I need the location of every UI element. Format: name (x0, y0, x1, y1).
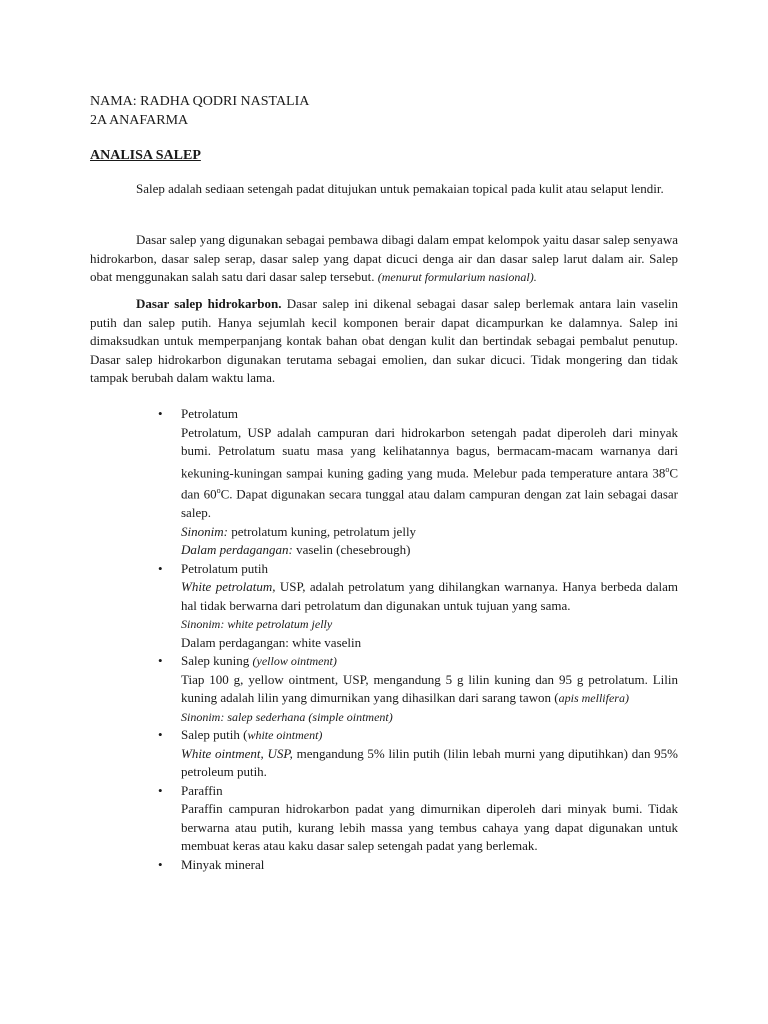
document-title: ANALISA SALEP (90, 148, 201, 163)
item-synonym: Sinonim: white petrolatum jelly (181, 617, 333, 632)
item-description: White ointment, USP, mengandung 5% lilin putih (lilin lebah murni yang diputihkan) dan 95% petroleum putih. (181, 745, 678, 780)
bullet-icon: • (158, 406, 163, 421)
item-title: Petrolatum putih (181, 560, 269, 576)
item-synonym: Sinonim: petrolatum kuning, petrolatum jelly (181, 523, 417, 539)
item-description: Petrolatum, USP adalah campuran dari hidrokarbon setengah padat diperoleh dari minyak bumi. Petrolatum suatu masa yang kelihatannya bagus, bermacam-macam warnanya dari kekuning-kuningan sampai kuning gading yang muda. Melebur pada temperature antara 38$^o$C dan 60$^o$C. Dapat digunakan secara tunggal atau dalam campuran dengan zat lain sebagai dasar salep. (181, 424, 678, 521)
item-trade-name: Dalam perdagangan: vaselin (chesebrough) (181, 542, 411, 558)
student-name: NAMA: RADHA QODRI NASTALIA (90, 94, 310, 109)
student-class: 2A ANAFARMA (90, 112, 189, 128)
paragraph-hydrocarbon: Dasar salep hidrokarbon. Dasar salep ini dikenal sebagai dasar salep berlemak antara lain vaselin putih dan salep putih. Hanya sejumlah kecil komponen berair dapat dicampurkan ke dalamnya. Salep ini dimaksudkan untuk memperpanjang kontak bahan obat dengan kulit dan bertindak sebagai pembalut penutup. Dasar salep hidrokarbon digunakan terutama sebagai emolien, dan sukar dicuci. Tidak mongering dan tidak tampak berubah dalam waktu lama. (90, 296, 678, 385)
bullet-icon: • (158, 560, 163, 576)
ointment-base-list (160, 405, 678, 874)
bullet-icon: • (158, 782, 163, 798)
list-item-salep-putih (160, 726, 678, 782)
paragraph-base-types: Dasar salep yang digunakan sebagai pembawa dibagi dalam empat kelompok yaitu dasar salep senyawa hidrokarbon, dasar salep serap, dasar salep yang dapat dicuci denga air dan dasar salep larut dalam air. Salep obat menggunakan salah satu dari dasar salep tersebut. (menurut formularium nasional). (90, 232, 678, 284)
item-description: White petrolatum, USP, adalah petrolatum yang dihilangkan warnanya. Hanya berbeda dalam hal tidak berwarna dari petrolatum dan digunakan untuk tujuan yang sama. (181, 579, 678, 613)
item-trade-name: Dalam perdagangan: white vaselin (181, 634, 362, 650)
list-item-minyak-mineral (160, 856, 678, 875)
list-item-petrolatum (160, 405, 678, 560)
item-description: Paraffin campuran hidrokarbon padat yang dimurnikan diperoleh dari minyak bumi. Tidak berwarna atau putih, kurang lebih massa yang tembus cahaya yang dapat digunakan untuk membuat keras atau kaku dasar salep setengah padat yang berlemak. (181, 801, 678, 854)
item-title: Minyak mineral (181, 856, 265, 872)
reference-note: (menurut formularium nasional). (377, 270, 537, 284)
bullet-icon: • (158, 653, 163, 669)
paragraph-definition: Salep adalah sediaan setengah padat ditujukan untuk pemakaian topical pada kulit atau selaput lendir. (136, 181, 664, 196)
item-title: Paraffin (181, 782, 223, 798)
bullet-icon: • (158, 727, 163, 743)
item-title: Petrolatum (181, 406, 239, 421)
list-item-petrolatum-putih (160, 560, 678, 653)
item-description: Tiap 100 g, yellow ointment, USP, mengandung 5 g lilin kuning dan 95 g petrolatum. Lilin kuning adalah lilin yang dimurnikan yang dihasilkan dari sarang tawon (apis mellifera) (181, 671, 678, 706)
bullet-icon: • (158, 856, 163, 872)
hydrocarbon-heading: Dasar salep hidrokarbon. (136, 296, 282, 311)
item-synonym: Sinonim: salep sederhana (simple ointment) (181, 709, 393, 724)
list-item-paraffin (160, 782, 678, 856)
item-title: Salep kuning (yellow ointment) (181, 653, 337, 669)
item-title: Salep putih (white ointment) (181, 727, 323, 743)
list-item-salep-kuning (160, 652, 678, 726)
header-block (90, 93, 309, 130)
